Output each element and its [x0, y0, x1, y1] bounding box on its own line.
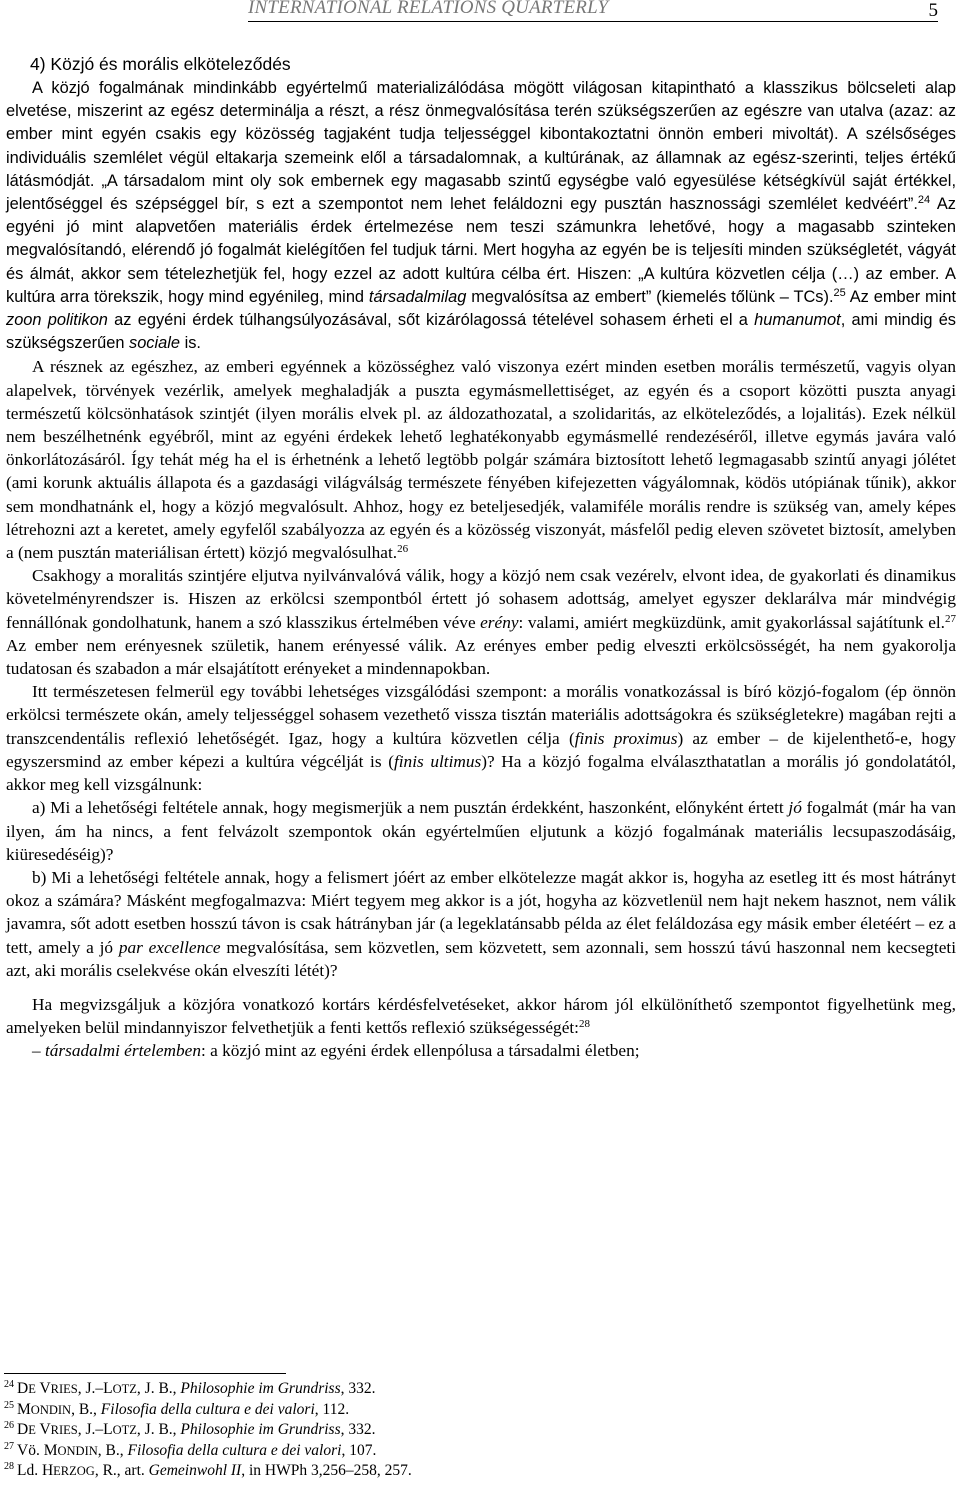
text-run: Az ember nem erényesnek születik, hanem erényessé válik. Az erényes ember pedig elveszti erkölcsösségét, ha nem gyakorolja tudatosan és szabadon a már elsajátított erényeket a mindennapokban.: [6, 635, 956, 679]
text-run: : valami, amiért megküzdünk, amit gyakorlással sajátítunk el.: [518, 612, 945, 632]
footnote: [4, 1441, 944, 1462]
footnote: [4, 1379, 944, 1400]
text-run: Az egyéni jó mint alapvetően materiális érdek értelmezése nem teszi számunkra lehetővé, hogy a magasabb szinteken megvalósítandó, elérendő jó fogalmát kielégítően fel tudjuk tárni. Mert hogyha az egyén be is teljesíti minden szükségletét, vágyát és álmát, akkor sem tételezhetjük fel, hogy ezzel az adott kultúra célba ért. Hiszen: „A kultúra közvetlen célja (…) az ember. A kultúra arra törekszik, hogy mind egyénileg, mind: [6, 195, 957, 306]
text-run: is.: [180, 334, 201, 353]
paragraph: [6, 77, 956, 355]
text-run: A résznek az egészhez, az emberi egyénnek a közösséghez való viszonya ezért minden esetben morális természetű, vagyis olyan alapelvek, törvények vezérlik, amelyek meghaladják a puszta egymásmellettiséget, az egyén és a csoport közötti puszta anyagi természetű kölcsönhatások szintjét (ilyen morális elvek pl. az áldozathozatal, a szolidaritás, az elköteleződés, a lojalitás). Ezek nélkül nem beszélhetnénk egyébről, mint az egyéni érdekek lehető leghatékonyabb egymásmellé rendezéséről, illetve egymás javára való önkorlátozásáról. Így tehát még ha el is érhetnénk a lehető legtöbb polgár számára biztosított lehető legmagasabb szintű anyagi jólétet (ami korunk aktuális állapota és a gazdasági világválság természete fényében kifejezetten vágyálomnak, ködös utópiának tűnik), akkor sem mondhatnánk el, hogy a közjó megvalósult. Ahhoz, hogy ez beteljesedjék, valamiféle morális rendre is szükség van, amely képes létrehozni azt a keretet, amely egyfelől szabályozza az egyén és a közösség viszonyát, másfelől pedig eleven szövetet biztosít, amelyben a (nem pusztán materiálisan értett) közjó megvalósulhat.: [6, 357, 956, 563]
paragraph: [6, 866, 956, 982]
text-run: Itt természetesen felmerül egy további lehetséges vizsgálódási szempont: a morális vonatkozással is bíró közjó-fogalom (ép önnön erkölcsi természete okán, amely teljességgel sohasem vezethető vissza tisztán materiális adottságokra és szükségletekre) magában rejti a transzcendentális reflexió lehetőségét. Igaz, hogy a kultúra közvetlen célja (: [6, 682, 956, 748]
footnote-separator: [4, 1373, 286, 1374]
footnote-author-smallcaps: ONDIN: [30, 1402, 72, 1417]
footnote-author: V: [35, 1421, 51, 1439]
paragraph: [6, 993, 956, 1039]
footnote: [4, 1420, 944, 1441]
section-heading: 4) Közjó és morális elköteleződés: [30, 54, 291, 74]
footnote-number: 28: [4, 1461, 14, 1473]
text-run: A szélsőséges individuális szemlélet végül eltakarja szemeink elől a társadalomnak, a kultúrának, az államnak az egész-szerinti, teljes értékű látásmódját. „A társadalom mint oly sok embernek egy magasabb szintű egységbe való egyesülése kétségkívül saját értékkel, jelentőséggel és szépséggel bír, s ezt a szempontot nem lehet feláldozni egy pusztán hasznossági szemlélet kedvéért”.: [6, 125, 957, 214]
text-run: Csakhogy a moralitás szintjére eljutva nyilvánvalóvá válik, hogy a közjó nem csak vezérelv, elvont idea, de gyakorlati és dinamikus követelményrendszer is. Hiszen az erkölcsi szempontból értett jó sohasem adottság, amelyet egyszer deklarálva már mindvégig fennállónak gondolhatunk, hanem a szó klasszikus értelmében véve: [6, 566, 956, 632]
journal-title: INTERNATIONAL RELATIONS QUARTERLY: [248, 0, 609, 18]
text-run: –: [32, 1041, 45, 1061]
emphasis: humanumot: [754, 311, 841, 330]
text-run: b) Mi a lehetőségi feltétele annak, hogy a felismert jóért az ember elkötelezze magát akkor is, hogyha az esetleg itt és most hátrányt okoz a számára? Másként megfogalmazva: Miért tegyem meg akkor is a jót, hogyha az közvetlenül nem hajt nekem hasznot, nem válik javamra, sőt adott esetben hosszú távon is csak hátrányban jár (a legeklatánsabb példa az élet feláldozása egy másik ember életéért – ez a tett, amely a jó: [6, 867, 956, 957]
footnote-text: , B.,: [97, 1441, 128, 1459]
footnote-author: D: [17, 1421, 29, 1439]
footnote-title: Gemeinwohl II: [148, 1462, 242, 1480]
emphasis: sociale: [129, 334, 181, 353]
paragraph: [6, 1039, 956, 1062]
emphasis: erény: [480, 612, 519, 632]
footnote-text: , 332.: [340, 1421, 376, 1439]
footnotes: [4, 1379, 944, 1482]
footnote-author-smallcaps: ERZOG: [53, 1464, 95, 1479]
text-run: , ami mindig és szükségszerűen: [6, 311, 957, 353]
text-run: az egyéni érdek túlhangsúlyozásával, sőt kizárólagossá tételével sohasem érheti el a: [107, 311, 755, 330]
footnote-number: 26: [4, 1420, 14, 1432]
text-run: Ha megvizsgáljuk a közjóra vonatkozó kortárs kérdésfelvetéseket, akkor három jól elkülöníthető szempontot figyelhetünk meg, amelyeken belül mindannyiszor felvethetjük a fenti kettős reflexió szükségességét:: [6, 994, 956, 1038]
footnote-ref: 26: [397, 543, 409, 556]
footnote-number: 24: [4, 1379, 14, 1390]
footnote-ref: 27: [945, 612, 956, 625]
footnote-author: Ld. H: [17, 1462, 54, 1480]
footnote-text: , R., art.: [94, 1462, 149, 1480]
footnote-author: D: [17, 1380, 29, 1397]
footnote: [4, 1400, 944, 1421]
footnote-text: , 332.: [340, 1380, 376, 1397]
footnote-author: Vö. M: [17, 1441, 58, 1459]
footnote-title: Filosofia della cultura e dei valori: [100, 1400, 315, 1418]
footnote-title: Philosophie im Grundriss: [180, 1380, 341, 1397]
emphasis: jó: [788, 798, 802, 818]
text-run: Az ember mint: [845, 287, 956, 306]
footnote-ref: 28: [578, 1018, 590, 1031]
paragraph: [6, 355, 956, 564]
footnote-title: Filosofia della cultura e dei valori: [127, 1441, 342, 1459]
footnote-text: , 112.: [314, 1400, 350, 1418]
text-run: megvalósítsa az embert” (kiemelés tőlünk – TCs).: [466, 287, 834, 306]
footnote-author-smallcaps: OTZ: [112, 1423, 137, 1438]
footnote-number: 27: [4, 1440, 14, 1452]
emphasis: finis proximus: [574, 728, 678, 748]
footnote-text: , J.–L: [77, 1421, 113, 1439]
text-run: : a közjó mint az egyéni érdek ellenpólusa a társadalmi életben;: [200, 1041, 640, 1061]
body-text: [6, 77, 956, 1063]
emphasis: par excellence: [118, 937, 221, 957]
footnote-text: , B.,: [71, 1400, 101, 1418]
emphasis: társadalmi értelemben: [44, 1041, 201, 1061]
running-header: [248, 0, 938, 22]
text-run: ) az ember – de kijelenthető-e, hogy egyszersmind az ember képezi a kultúra végcélját is (: [6, 728, 956, 771]
emphasis: társadalmilag: [368, 287, 467, 306]
footnote-text: , 107.: [341, 1441, 377, 1459]
footnote-text: , J. B.,: [136, 1421, 181, 1439]
text-run: fogalmát (már ha van ilyen, ám ha nincs, a fent felvázolt szempontok okán egyértelműen eljutunk a közjó fogalmának materiális lecsupaszodásáig, kiüresedéséig)?: [6, 798, 956, 864]
text-run: megvalósítása, sem közvetlen, sem közvetett, sem azonnali, sem hosszú távú haszonnal nem kecsegteti azt, aki morális cselekvése okán elveszíti létét)?: [6, 937, 957, 980]
footnote-number: 25: [4, 1399, 14, 1411]
footnote-author-smallcaps: E: [28, 1423, 36, 1438]
footnote-ref: 24: [917, 194, 931, 207]
emphasis: zoon politikon: [6, 311, 108, 330]
footnote-author-smallcaps: RIES: [50, 1382, 78, 1396]
text-run: A közjó fogalmának mindinkább egyértelmű materializálódása mögött világosan kitapintható a klasszikus bölcseleti alap elvetése, miszerint az egész determinálja a részt, a rész önmegvalósítása terén szükségszerűen az egészre van utalva (azaz: az ember mint egyén csakis egy közösség tagjaként tudja teljességgel kibontakoztatni önnön emberi mivoltát).: [6, 79, 956, 144]
footnote-text: , J. B.,: [136, 1380, 181, 1397]
footnote-author-smallcaps: ONDIN: [57, 1443, 98, 1458]
paragraph: [6, 796, 956, 866]
footnote-author: M: [17, 1400, 31, 1418]
page-number: 5: [928, 0, 938, 21]
footnote: [4, 1461, 944, 1482]
footnote-author-smallcaps: OTZ: [112, 1382, 137, 1396]
footnote-ref: 25: [833, 286, 846, 299]
paragraph: [6, 564, 956, 680]
footnote-text: , J.–L: [77, 1380, 113, 1397]
emphasis: finis ultimus: [393, 751, 482, 771]
paragraph: [6, 680, 956, 796]
text-run: )? Ha a közjó fogalma elválaszthatatlan a morális jó gondolatától, akkor meg kell vizsgálnunk:: [6, 751, 956, 795]
footnote-text: , in HWPh 3,256–258, 257.: [241, 1462, 412, 1480]
footnote-author: V: [35, 1380, 51, 1397]
footnote-author-smallcaps: RIES: [50, 1423, 78, 1438]
footnote-author-smallcaps: E: [28, 1382, 36, 1396]
footnote-title: Philosophie im Grundriss: [180, 1421, 341, 1439]
text-run: a) Mi a lehetőségi feltétele annak, hogy megismerjük a nem pusztán érdekként, haszonként, előnyként értett: [32, 798, 789, 818]
